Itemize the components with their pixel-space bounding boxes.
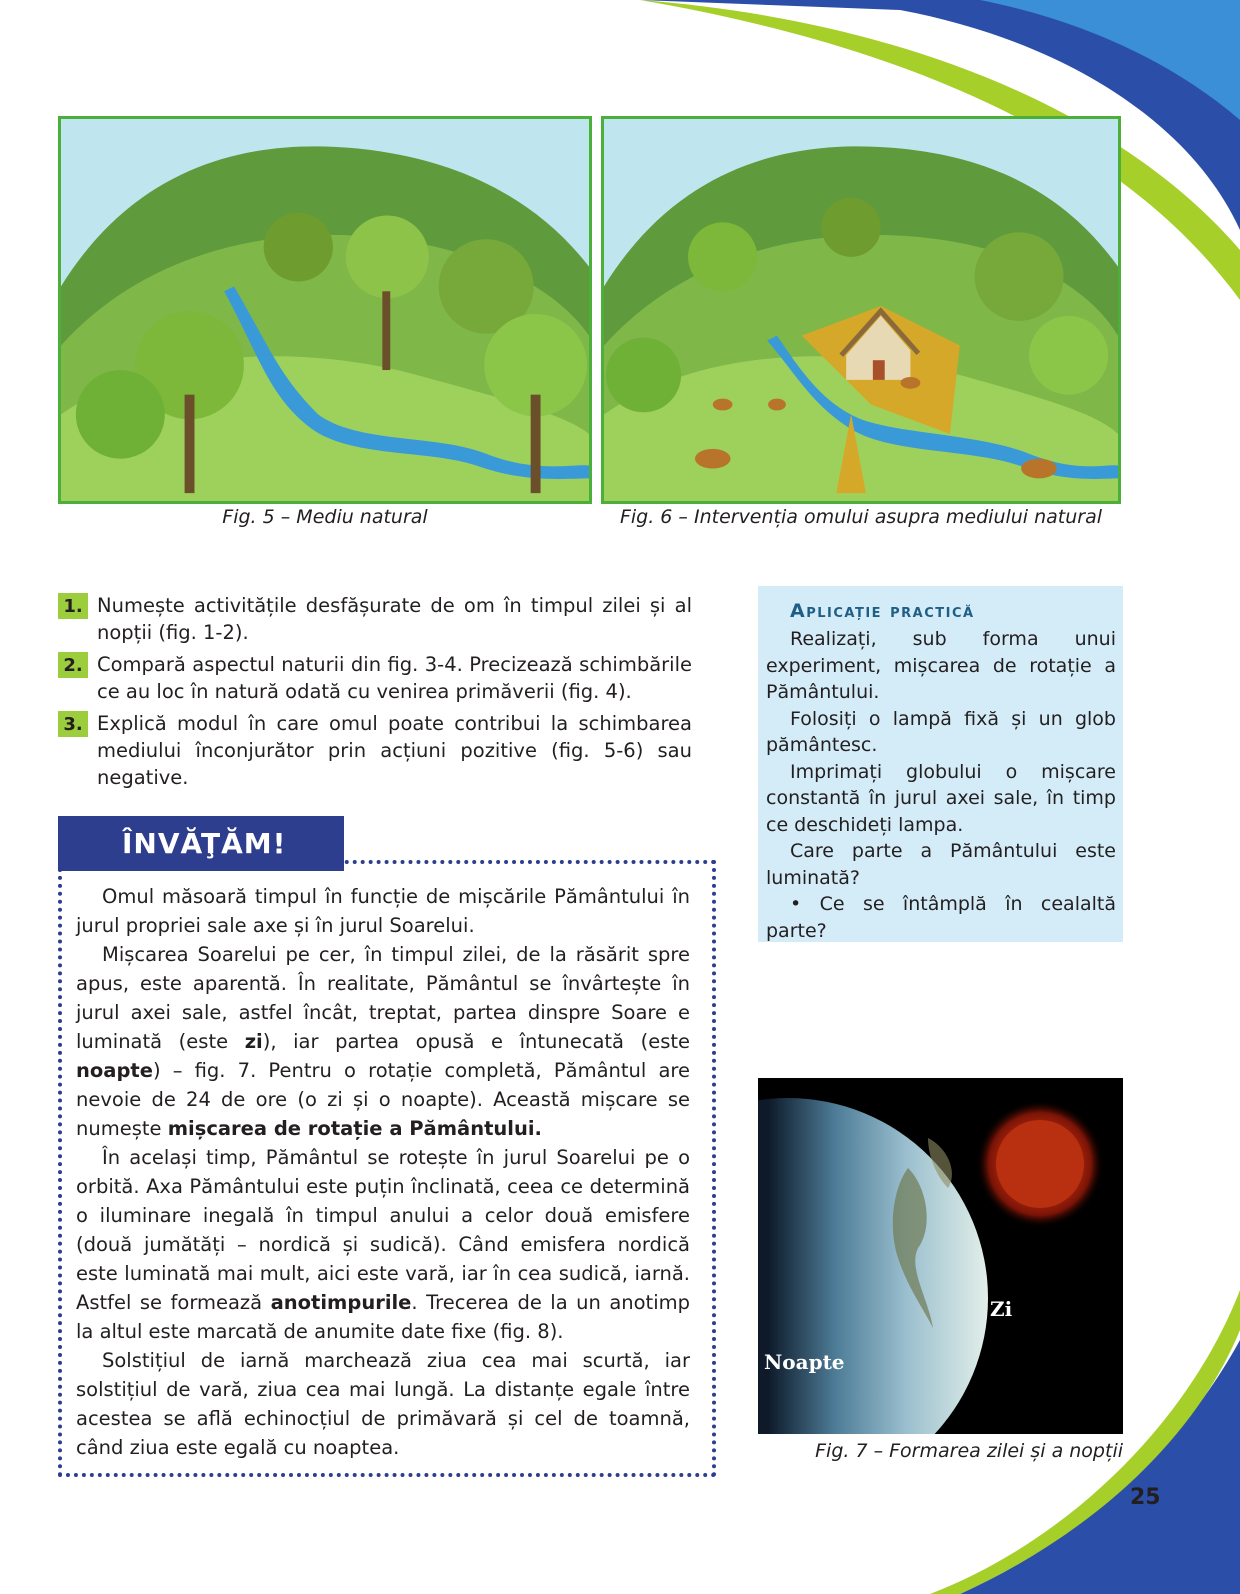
learn-section-body: [76, 882, 690, 1462]
learn-paragraph: [76, 1143, 690, 1346]
practical-application-box: [758, 586, 1123, 942]
practice-paragraph: Realizați, sub forma unui experiment, mișcarea de rotație a Pământului.: [766, 628, 1116, 703]
exercise-item: [58, 592, 692, 646]
fig7-label-day: Zi: [990, 1297, 1013, 1321]
practice-paragraph: Folosiți o lampă fixă și un glob pământesc.: [766, 707, 1116, 756]
exercise-text: Compară aspectul naturii din fig. 3-4. Precizează schimbările ce au loc în natură odată cu venirea primăverii (fig. 4).: [97, 653, 692, 703]
practice-paragraph: • Ce se întâmplă în cealaltă parte?: [766, 893, 1116, 942]
learn-paragraph: Omul măsoară timpul în funcție de mișcările Pământului în jurul propriei sale axe și în jurul Soarelui.: [76, 885, 690, 937]
exercise-number: 3.: [58, 711, 88, 737]
fig5-caption: Fig. 5 – Mediu natural: [222, 506, 428, 528]
fig7-earth-day-night-image: [758, 1078, 1123, 1434]
text-span: În același timp, Pământul se rotește în jurul Soarelui pe o orbită. Axa Pământului este puțin înclinată, ceea ce determină o iluminare inegală în timpul anului a celor două emisfere (două jumătăți – nordică și sudică). Când emisfera nordică este luminată mai mult, aici este vară, iar în cea sudică, iarnă. Astfel se formează: [76, 1146, 690, 1314]
exercise-item: [58, 710, 692, 791]
learn-paragraph: Solstițiul de iarnă marchează ziua cea mai scurtă, iar solstițiul de vară, ziua cea mai lungă. La distanțe egale între acestea se află echinocțiul de primăvară și cel de toamnă, când ziua este egală cu noaptea.: [76, 1349, 690, 1459]
exercise-number: 1.: [58, 593, 88, 619]
exercise-item: [58, 651, 692, 705]
practical-application-title: Aplicație practică: [790, 600, 975, 622]
exercise-number: 2.: [58, 652, 88, 678]
practice-paragraph: Imprimați globului o mișcare constantă în jurul axei sale, în timp ce deschideți lampa.: [766, 760, 1116, 836]
text-span: Mișcarea Soarelui pe cer, în timpul zilei, de la răsărit spre apus, este aparentă. În realitate, Pământul se învârtește în jurul axei sale, astfel încât, treptat, partea dinspre Soare e luminată (este: [76, 943, 690, 1053]
text-span: ), iar partea opusă e întunecată (este: [262, 1030, 690, 1053]
fig7-label-night: Noapte: [764, 1350, 845, 1374]
fig5-natural-environment-illustration: [58, 116, 592, 504]
term-zi: zi: [244, 1030, 263, 1053]
page-number: 25: [1130, 1485, 1161, 1510]
fig7-caption: Fig. 7 – Formarea zilei și a nopții: [815, 1440, 1123, 1462]
fig6-caption: Fig. 6 – Intervenția omului asupra mediului natural: [619, 506, 1103, 528]
learn-section-header: ÎNVĂŢĂM!: [58, 816, 344, 871]
practice-paragraph: Care parte a Pământului este luminată?: [766, 840, 1116, 889]
text-span: ) – fig. 7. Pentru o rotație completă, Pământul are nevoie de 24 de ore (o zi și o noapte). Această mișcare se numește: [76, 1059, 690, 1140]
exercise-text: Explică modul în care omul poate contribui la schimbarea mediului înconjurător prin acțiuni pozitive (fig. 5-6) sau negative.: [97, 712, 692, 789]
term-noapte: noapte: [76, 1059, 153, 1082]
exercise-text: Numește activitățile desfășurate de om în timpul zilei și al nopții (fig. 1-2).: [97, 594, 692, 644]
exercise-list: [58, 592, 692, 796]
learn-paragraph: [76, 940, 690, 1143]
text-span: . Trecerea de la un anotimp la altul este marcată de anumite date fixe (fig. 8).: [76, 1291, 690, 1343]
practical-application-body: [766, 626, 1116, 944]
term-seasons: anotimpurile: [270, 1291, 412, 1314]
term-rotation: mișcarea de rotație a Pământului.: [167, 1117, 542, 1140]
fig6-human-intervention-illustration: [601, 116, 1121, 504]
